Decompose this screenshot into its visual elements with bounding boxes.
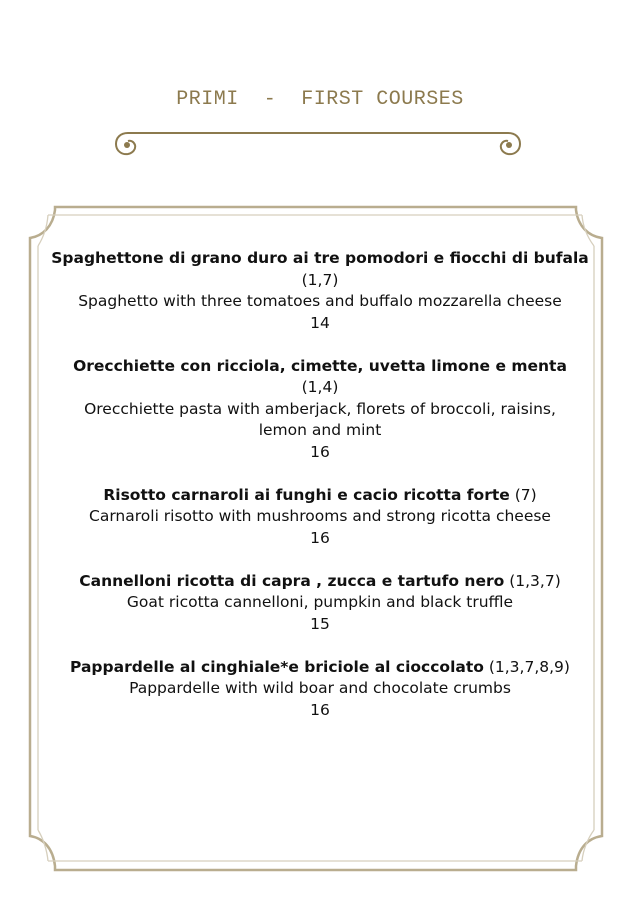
dish-price: 15 xyxy=(310,614,330,633)
dish-allergens: (1,7) xyxy=(301,270,339,289)
dish-description: Carnaroli risotto with mushrooms and strong ricotta cheese xyxy=(89,507,551,525)
dish-name: Spaghettone di grano duro ai tre pomodori e fiocchi di bufala xyxy=(51,249,589,267)
dish-allergens: (1,3,7,8,9) xyxy=(488,657,570,676)
dish-description: Goat ricotta cannelloni, pumpkin and black truffle xyxy=(126,593,514,611)
dish-item xyxy=(40,571,600,636)
dish-item xyxy=(40,248,600,334)
dish-allergens: (7) xyxy=(514,485,537,504)
dish-name: Cannelloni ricotta di capra , zucca e tartufo nero xyxy=(79,571,505,590)
dish-price: 16 xyxy=(310,528,330,547)
dish-item xyxy=(40,485,600,550)
dish-item xyxy=(40,657,600,722)
dish-description: Pappardelle with wild boar and chocolate crumbs xyxy=(129,679,511,697)
dish-name: Orecchiette con ricciola, cimette, uvetta limone e menta xyxy=(73,356,567,375)
dish-list xyxy=(40,248,600,743)
dish-allergens: (1,4) xyxy=(301,378,339,396)
dish-price: 14 xyxy=(310,313,330,332)
dish-price: 16 xyxy=(310,442,330,461)
dish-description: Orecchiette pasta with amberjack, florets of broccoli, raisins, lemon and mint xyxy=(84,399,556,439)
dish-name: Pappardelle al cinghiale*e briciole al cioccolato xyxy=(70,657,484,676)
dish-description: Spaghetto with three tomatoes and buffalo mozzarella cheese xyxy=(78,292,562,310)
section-title: PRIMI - FIRST COURSES xyxy=(176,88,464,111)
dish-name: Risotto carnaroli ai funghi e cacio ricotta forte xyxy=(103,485,510,504)
dish-price: 16 xyxy=(310,700,330,719)
dish-allergens: (1,3,7) xyxy=(509,571,561,590)
scroll-divider-icon xyxy=(112,126,524,160)
dish-item xyxy=(40,356,600,464)
